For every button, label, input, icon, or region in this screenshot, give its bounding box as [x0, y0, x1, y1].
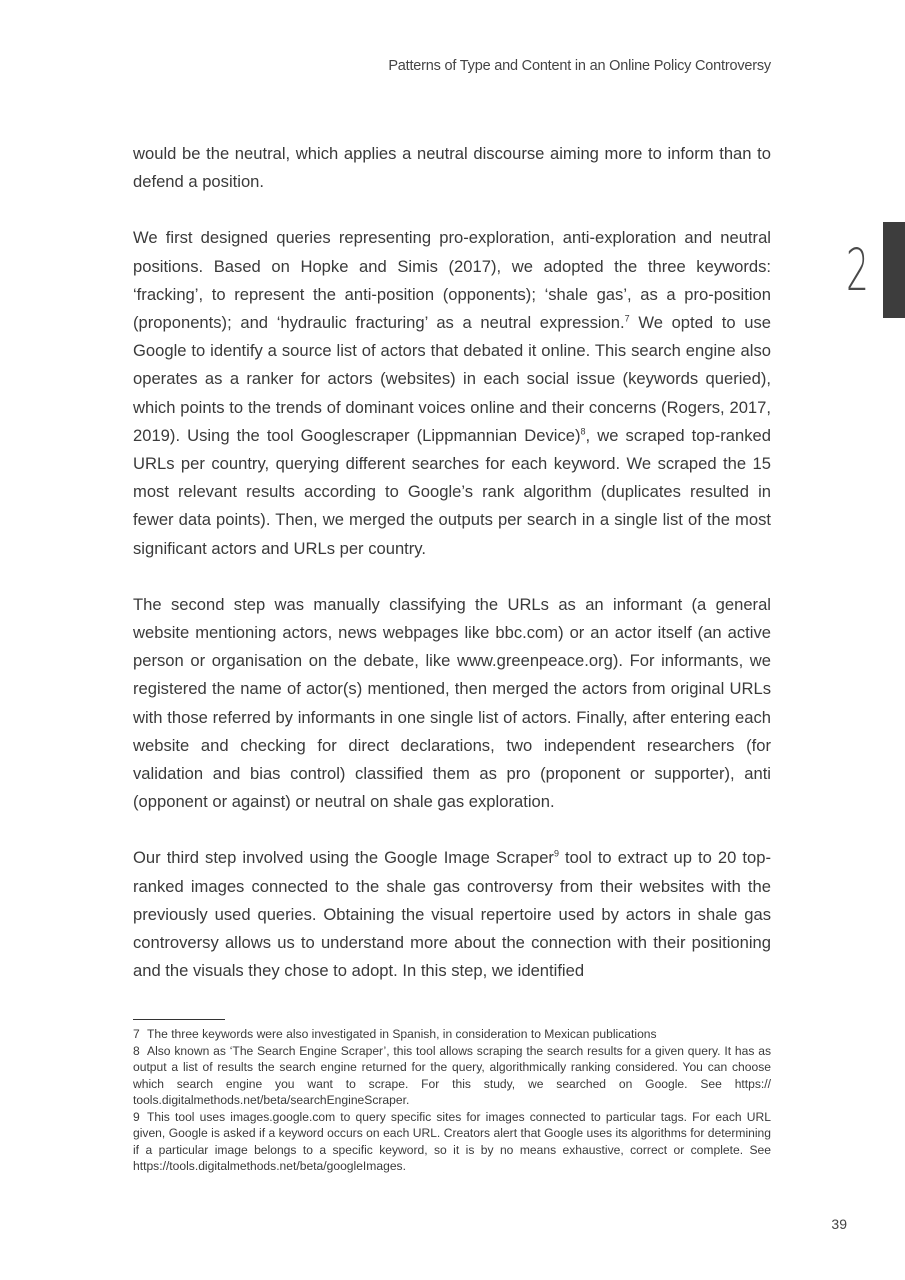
paragraph-4-text-a: Our third step involved using the Google Image Scraper [133, 848, 554, 868]
footnotes [133, 1026, 771, 1175]
paragraph-1-text: would be the neutral, which applies a neutral discourse aiming more to inform than to defend a position. [133, 144, 771, 192]
footnote-ref-8[interactable]: 8 [580, 426, 586, 437]
chapter-tab [883, 222, 905, 318]
footnote-8 [133, 1043, 771, 1109]
footnote-number: 7 [133, 1027, 140, 1041]
footnote-text: This tool uses images.google.com to query specific sites for images connected to particular tags. For each URL given, Google is asked if a keyword occurs on each URL. Creators alert that Google uses its algorithms for determining if a particular image belongs to a specific keyword, so it is by no means exhaustive, correct or complete. See https://tools.digitalmethods.net/beta/googleImages. [133, 1109, 771, 1173]
footnote-number: 9 [133, 1109, 140, 1124]
footnote-ref-9[interactable]: 9 [553, 848, 559, 859]
footnote-ref-7[interactable]: 7 [624, 313, 630, 324]
body-text [133, 140, 771, 1013]
paragraph-2-text-a: We first designed queries representing pro-exploration, anti-exploration and neutral positions. Based on Hopke and Simis (2017), we adopted the three keywords: ‘fracking’, to represent the anti-position (opponents); ‘shale gas’, as a pro-position (proponents); and ‘hydraulic fracturing’ as a neutral expression. [133, 228, 771, 333]
paragraph-2 [133, 224, 771, 562]
running-header: Patterns of Type and Content in an Online Policy Controversy [388, 58, 771, 74]
paragraph-3 [133, 591, 771, 817]
paragraph-2-text-c: , we scraped top-ranked URLs per country, querying different searches for each keyword. We scraped the 15 most relevant results according to Google’s rank algorithm (duplicates resulted in fewer data points). Then, we merged the outputs per search in a single list of the most significant actors and URLs per country. [133, 425, 771, 558]
footnote-text: The three keywords were also investigated in Spanish, in consideration to Mexican publications [147, 1027, 657, 1041]
paragraph-1 [133, 140, 771, 196]
chapter-number: 2 [846, 236, 869, 304]
paragraph-3-text: The second step was manually classifying the URLs as an informant (a general website mentioning actors, news webpages like bbc.com) or an actor itself (an active person or organisation on the debate, like www.greenpeace.org). For informants, we registered the name of actor(s) mentioned, then merged the actors from original URLs with those referred by informants in one single list of actors. Finally, after entering each website and checking for direct declarations, two independent researchers (for validation and bias control) classified them as pro (proponent or supporter), anti (opponent or against) or neutral on shale gas exploration. [133, 594, 771, 812]
footnote-number: 8 [133, 1043, 140, 1058]
paragraph-4 [133, 844, 771, 985]
page-number: 39 [831, 1216, 847, 1232]
footnote-text: Also known as ‘The Search Engine Scraper’, this tool allows scraping the search results for a given query. It has as output a list of results the search engine returned for the query, algorithmically ranking considered. You can choose which search engine you want to scrape. For this study, we searched on Google. See https:// tools.digitalmethods.net/beta/searchEngineScraper. [133, 1043, 771, 1107]
footnote-7 [133, 1026, 771, 1043]
paragraph-2-text-b: We opted to use Google to identify a source list of actors that debated it online. This search engine also operates as a ranker for actors (websites) in each social issue (keywords queried), which points to the trends of dominant voices online and their concerns (Rogers, 2017, 2019). Using the tool Googlescraper (Lippmannian Device) [133, 313, 771, 445]
paragraph-4-text-b: tool to extract up to 20 top-ranked images connected to the shale gas controversy from their websites with the previously used queries. Obtaining the visual repertoire used by actors in shale gas controversy allows us to understand more about the connection with their positioning and the visuals they chose to adopt. In this step, we identified [133, 848, 771, 981]
footnote-divider [133, 1019, 225, 1020]
footnote-9 [133, 1109, 771, 1175]
